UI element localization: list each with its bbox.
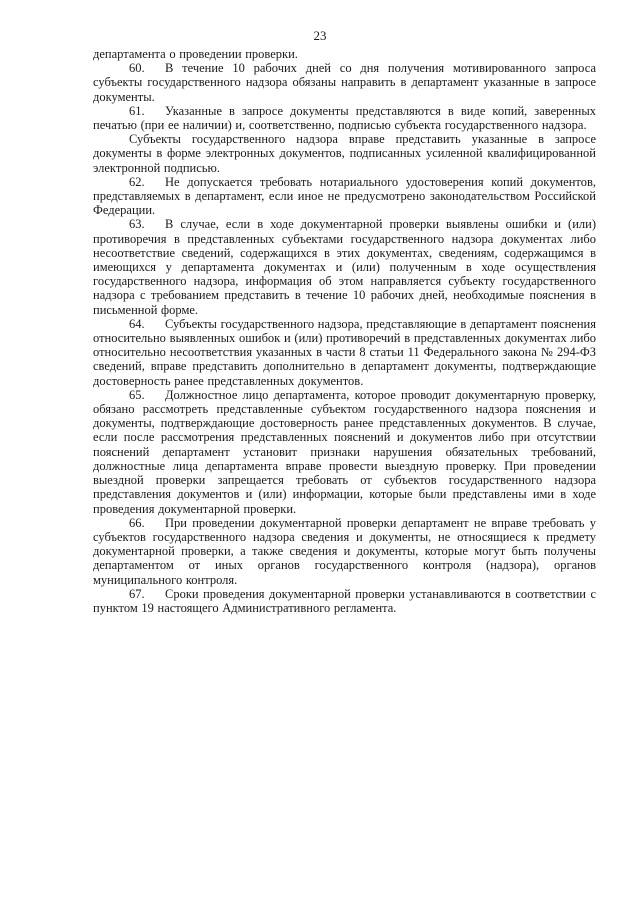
clause-number: 62. <box>129 174 145 189</box>
clause-text: При проведении документарной проверки департамент не вправе требовать у субъектов государственного надзора сведения и документы, не относящиеся к предмету документарной проверки, а также сведения и документы, которые могут быть получены департаментом от иных органов государственного контроля (надзора), органов муниципального контроля. <box>93 515 596 587</box>
clause-number: 63. <box>129 217 145 232</box>
paragraph-text: Субъекты государственного надзора вправе представить указанные в запросе документы в форме электронных документов, подписанных усиленной квалифицированной электронной подписью. <box>93 132 596 175</box>
clause-60 <box>93 61 596 104</box>
clause-text: Должностное лицо департамента, которое проводит документарную проверку, обязано рассмотреть представленные субъектом государственного надзора пояснения и документы, подтверждающие достоверность ранее представленных документов. В случае, если после рассмотрения представленных пояснений и документов либо при отсутствии пояснений департамент установит признаки нарушения обязательных требований, должностные лица департамента вправе провести выездную проверку. При проведении выездной проверки запрещается требовать от субъектов государственного надзора представления документов и (или) информации, которые были представлены ими в ходе проведения документарной проверки. <box>93 387 596 516</box>
clause-64 <box>93 317 596 388</box>
clause-67 <box>93 587 596 615</box>
clause-text: Сроки проведения документарной проверки устанавливаются в соответствии с пунктом 19 настоящего Административного регламента. <box>93 586 596 615</box>
clause-62 <box>93 175 596 218</box>
clause-number: 64. <box>129 316 145 331</box>
clause-61 <box>93 104 596 132</box>
clause-number: 66. <box>129 515 145 530</box>
clause-number: 67. <box>129 586 145 601</box>
clause-61-paragraph-2 <box>93 132 596 175</box>
clause-63 <box>93 217 596 316</box>
clause-text: В случае, если в ходе документарной проверки выявлены ошибки и (или) противоречия в представленных субъектами государственного надзора документах либо несоответствие сведений, содержащихся в этих документах, сведениям, содержащимся в имеющихся у департамента документах и (или) полученным в ходе осуществления государственного надзора, информация об этом направляется субъекту государственного надзора с требованием представить в течение 10 рабочих дней, необходимые пояснения в письменной форме. <box>93 217 596 317</box>
paragraph-text: департамента о проведении проверки. <box>93 47 298 61</box>
clause-number: 61. <box>129 103 145 118</box>
clause-text: Указанные в запросе документы представляются в виде копий, заверенных печатью (при ее наличии) и, соответственно, подписью субъекта государственного надзора. <box>93 103 596 133</box>
paragraph-continuation <box>93 47 596 61</box>
clause-text: Субъекты государственного надзора, представляющие в департамент пояснения относительно выявленных ошибок и (или) противоречий в представленных документах либо относительно несоответствия указанных в части 8 статьи 11 Федерального закона № 294-ФЗ сведений, вправе представить дополнительно в департамент документы, подтверждающие достоверность ранее представленных документов. <box>93 316 596 388</box>
clause-number: 65. <box>129 387 145 402</box>
clause-text: В течение 10 рабочих дней со дня получения мотивированного запроса субъекты государственного надзора обязаны направить в департамент указанные в запросе документы. <box>93 61 596 104</box>
clause-65 <box>93 388 596 516</box>
document-body <box>93 47 596 615</box>
clause-text: Не допускается требовать нотариального удостоверения копий документов, представляемых в департамент, если иное не предусмотрено законодательством Российской Федерации. <box>93 174 596 218</box>
clause-number: 60. <box>129 61 145 76</box>
clause-66 <box>93 516 596 587</box>
page-number: 23 <box>313 28 327 43</box>
